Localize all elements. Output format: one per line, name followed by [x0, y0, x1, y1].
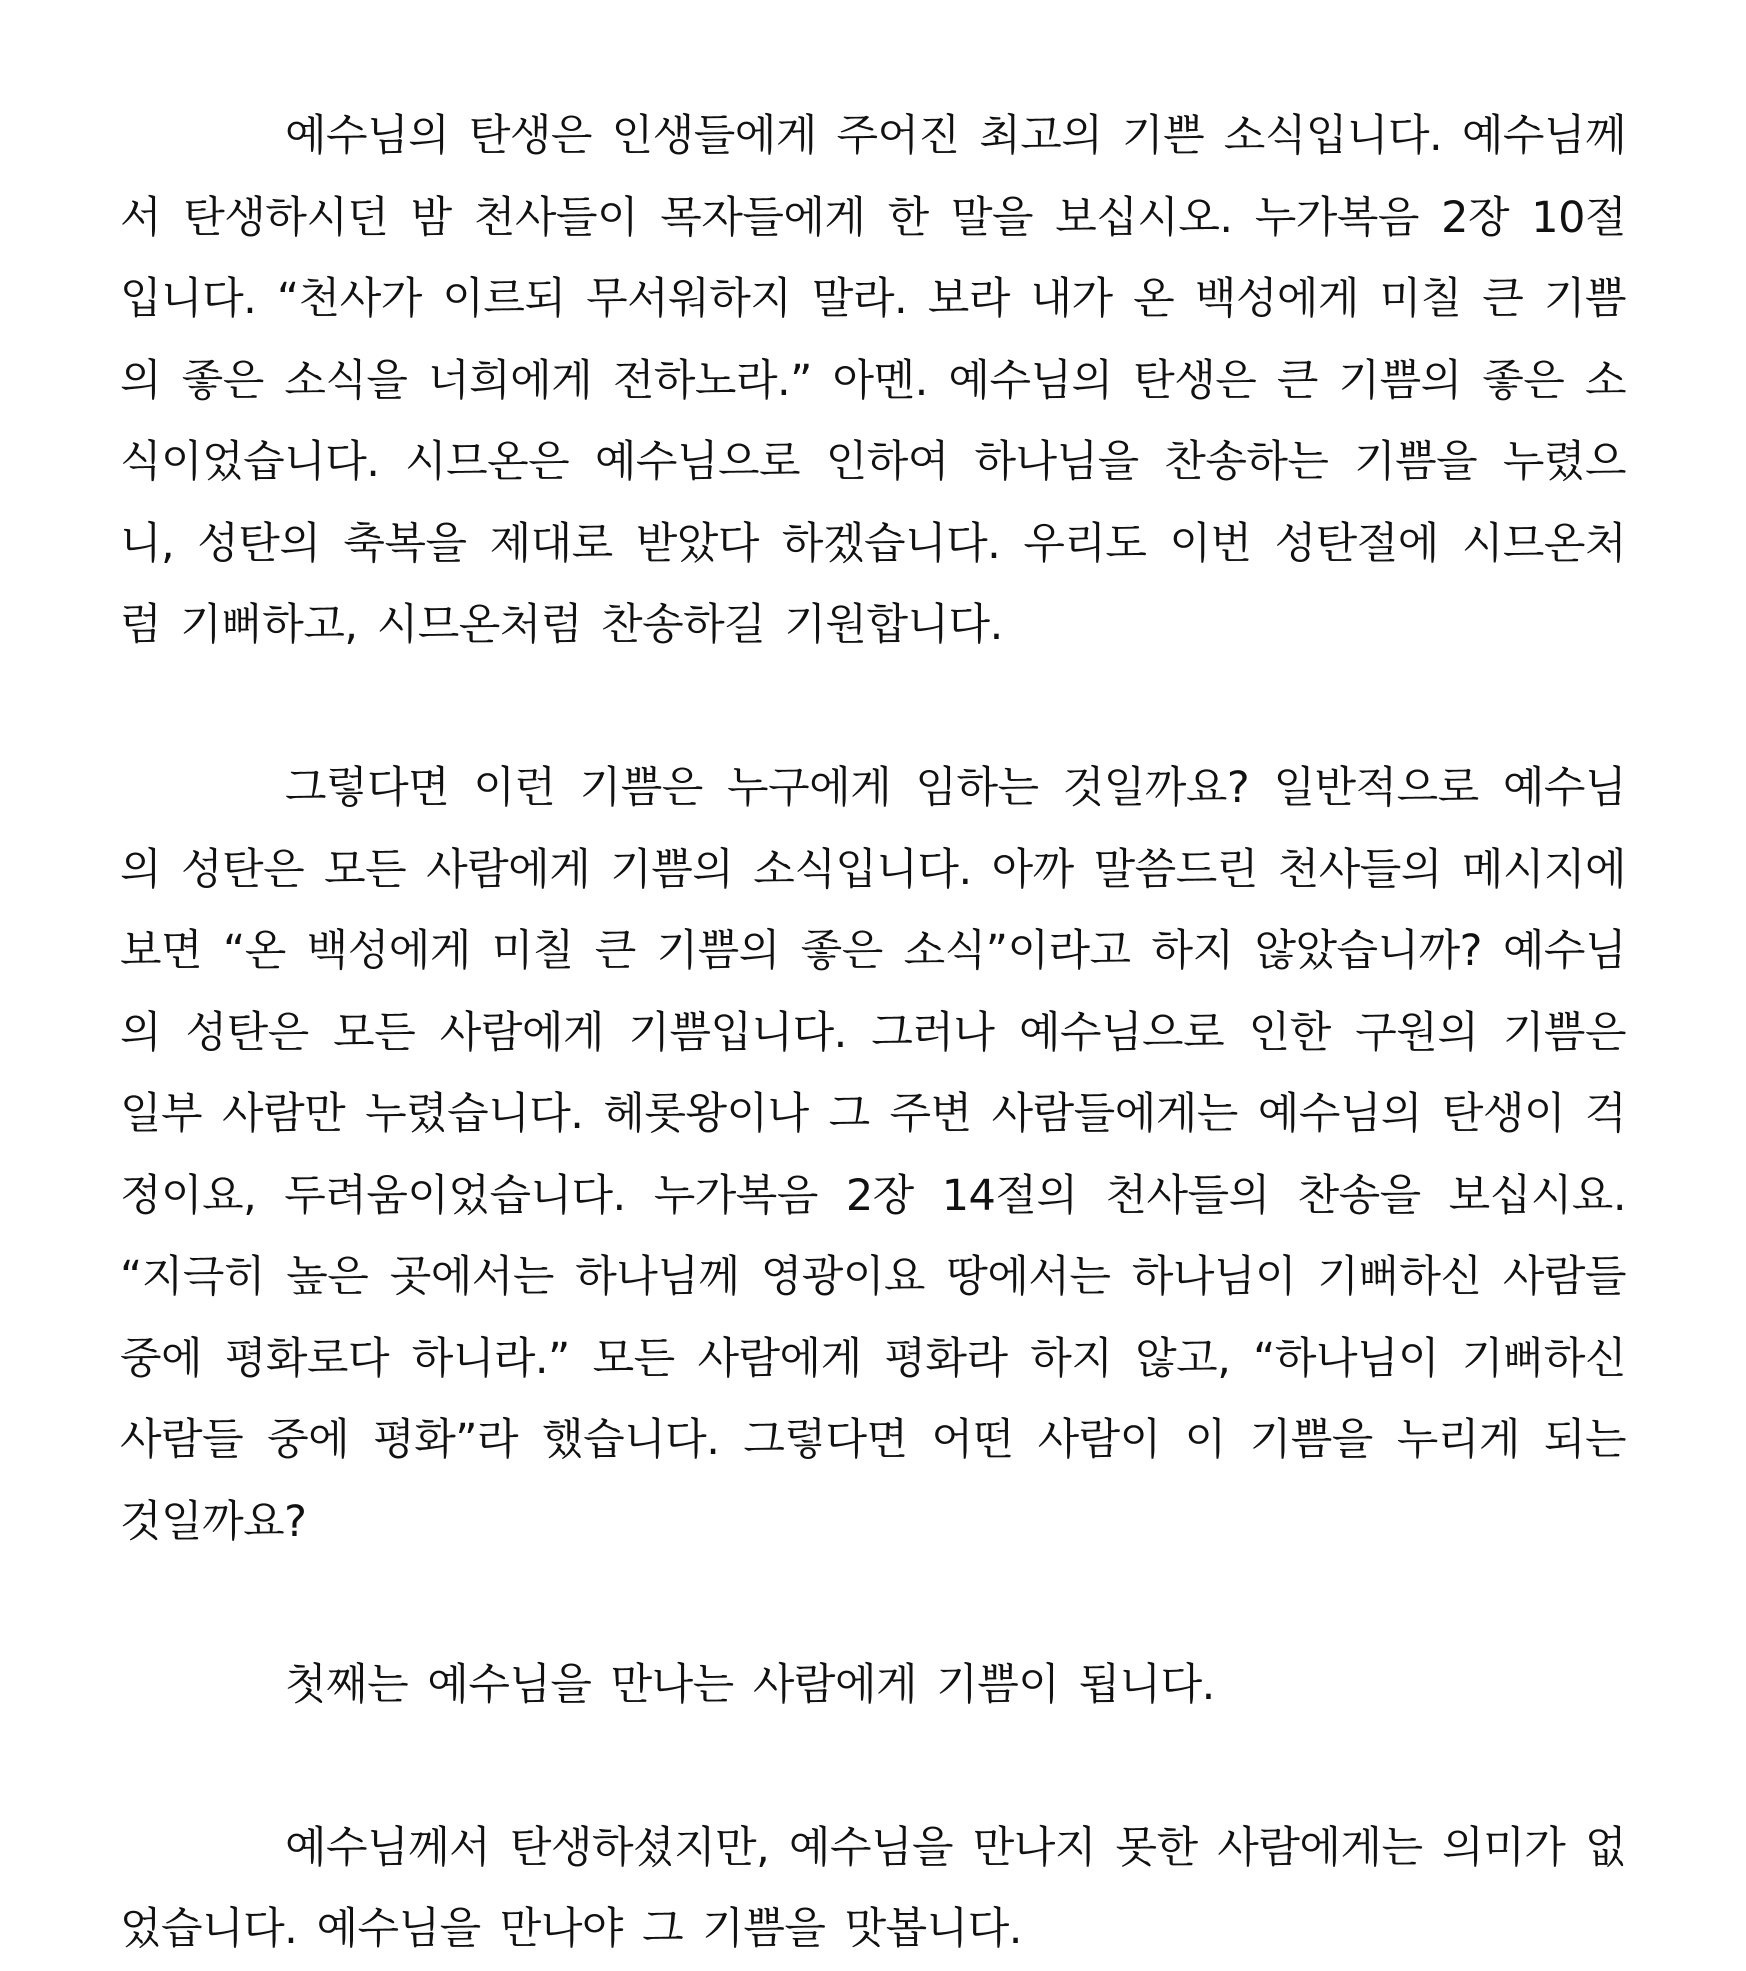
paragraph-2: 그렇다면 이런 기쁨은 누구에게 임하는 것일까요? 일반적으로 예수님의 성탄은 모든 사람에게 기쁨의 소식입니다. 아까 말씀드린 천사들의 메시지에 보면 “온 백성에게 미칠 큰 기쁨의 좋은 소식”이라고 하지 않았습니까? 예수님의 성탄은 모든 사람에게 기쁨입니다. 그러나 예수님으로 인한 구원의 기쁨은 일부 사람만 누렸습니다. 헤롯왕이나 그 주변 사람들에게는 예수님의 탄생이 걱정이요, 두려움이었습니다. 누가복음 2장 14절의 천사들의 찬송을 보십시요. “지극히 높은 곳에서는 하나님께 영광이요 땅에서는 하나님이 기뻐하신 사람들 중에 평화로다 하니라.” 모든 사람에게 평화라 하지 않고, “하나님이 기뻐하신 사람들 중에 평화”라 했습니다. 그렇다면 어떤 사람이 이 기쁨을 누리게 되는 것일까요?	[120, 763, 1626, 1547]
document-body	[120, 96, 1626, 1971]
paragraph-3: 첫째는 예수님을 만나는 사람에게 기쁨이 됩니다.	[285, 1659, 1215, 1710]
paragraph-4: 예수님께서 탄생하셨지만, 예수님을 만나지 못한 사람에게는 의미가 없었습니다. 예수님을 만나야 그 기쁨을 맛봅니다.	[120, 1822, 1626, 1954]
paragraph-1: 예수님의 탄생은 인생들에게 주어진 최고의 기쁜 소식입니다. 예수님께서 탄생하시던 밤 천사들이 목자들에게 한 말을 보십시오. 누가복음 2장 10절입니다. “천사가 이르되 무서워하지 말라. 보라 내가 온 백성에게 미칠 큰 기쁨의 좋은 소식을 너희에게 전하노라.” 아멘. 예수님의 탄생은 큰 기쁨의 좋은 소식이었습니다. 시므온은 예수님으로 인하여 하나님을 찬송하는 기쁨을 누렸으니, 성탄의 축복을 제대로 받았다 하겠습니다. 우리도 이번 성탄절에 시므온처럼 기뻐하고, 시므온처럼 찬송하길 기원합니다.	[120, 111, 1626, 650]
